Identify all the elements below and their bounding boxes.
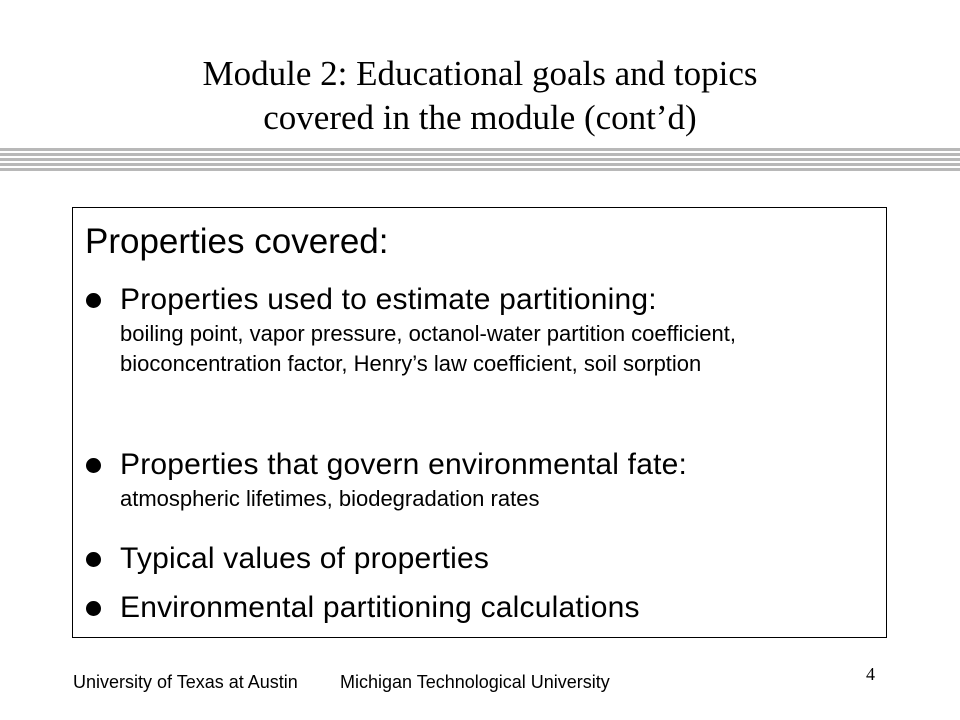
footer-university-michigan: Michigan Technological University — [340, 672, 610, 692]
bullet-main-text: Environmental partitioning calculations — [120, 591, 640, 624]
section-heading: Properties covered: — [85, 222, 389, 261]
slide-title — [0, 52, 960, 140]
bullet-main-text: Typical values of properties — [120, 542, 490, 575]
title-divider — [0, 148, 960, 172]
footer-university-texas: University of Texas at Austin — [73, 672, 298, 692]
slide-title-line-1: Module 2: Educational goals and topics — [202, 54, 758, 93]
page-number: 4 — [866, 664, 875, 684]
slide-title-line-2: covered in the module (cont’d) — [263, 98, 697, 137]
bullet-main-text: Properties that govern environmental fate: — [120, 448, 688, 481]
bullet-sub-text: atmospheric lifetimes, biodegradation rates — [120, 486, 540, 511]
bullet-dot-icon — [86, 601, 101, 616]
content-box — [72, 207, 887, 638]
bullet-main-text: Properties used to estimate partitioning: — [120, 283, 657, 316]
bullet-dot-icon — [86, 458, 101, 473]
bullet-dot-icon — [86, 552, 101, 567]
bullet-sub-text: boiling point, vapor pressure, octanol-water partition coefficient, bioconcentration factor, Henry’s law coefficient, soil sorption — [120, 321, 736, 376]
bullet-dot-icon — [86, 293, 101, 308]
